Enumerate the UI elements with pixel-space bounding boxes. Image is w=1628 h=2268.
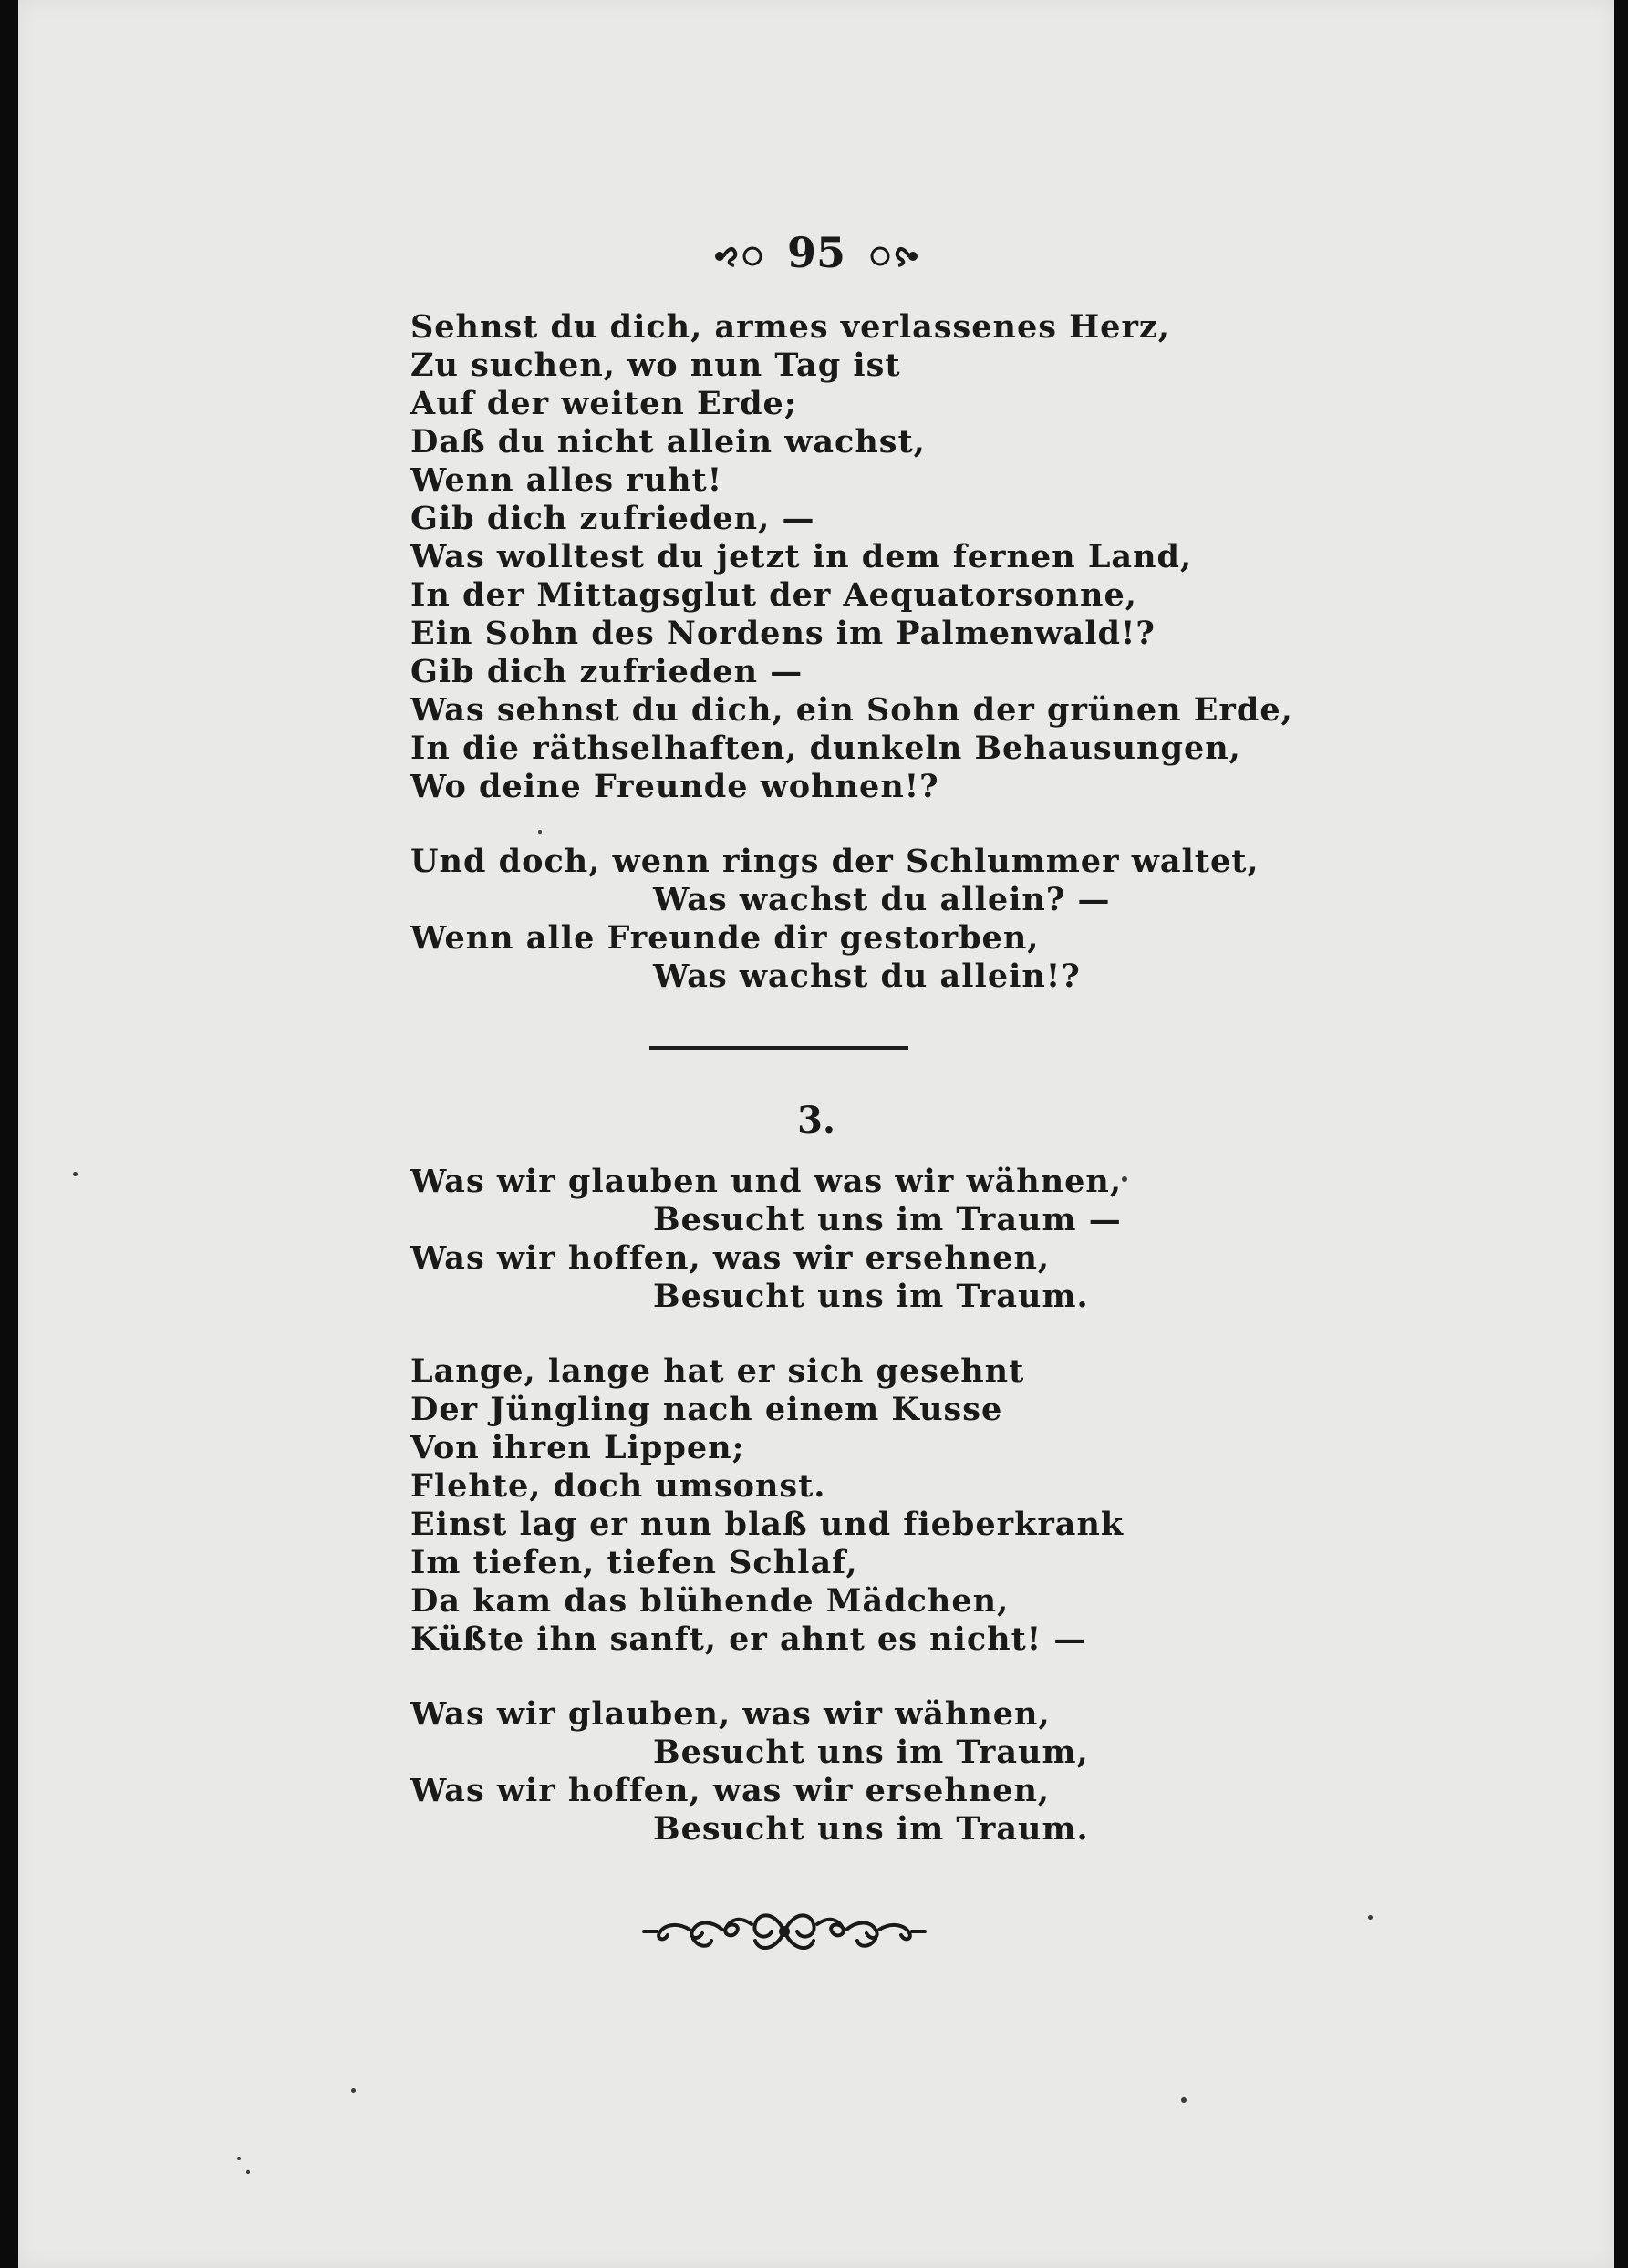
verse-line: In die räthselhaften, dunkeln Behausungen,	[410, 730, 1241, 767]
paper-speck	[351, 2088, 356, 2093]
section-divider	[649, 1046, 908, 1050]
page-edge	[1614, 0, 1628, 2268]
verse-line: Daß du nicht allein wachst,	[410, 423, 926, 461]
verse-line: Einst lag er nun blaß und fieberkrank	[410, 1506, 1125, 1543]
verse-line: In der Mittagsglut der Aequatorsonne,	[410, 576, 1137, 614]
verse-line: Zu suchen, wo nun Tag ist	[410, 347, 901, 384]
verse-line-refrain: Besucht uns im Traum.	[653, 1278, 1089, 1315]
verse-line-refrain: Besucht uns im Traum.	[653, 1810, 1089, 1848]
verse-line: Was wir hoffen, was wir ersehnen,	[410, 1772, 1051, 1809]
book-page	[18, 0, 1614, 2268]
verse-line: Und doch, wenn rings der Schlummer waltet,	[410, 843, 1260, 880]
verse-line: Wo deine Freunde wohnen!?	[410, 768, 939, 805]
ornament-flourish-icon	[867, 238, 922, 274]
page-number: 95	[786, 228, 845, 277]
verse-line: Was wir glauben und was wir wähnen,	[410, 1163, 1123, 1200]
paper-speck	[73, 1172, 78, 1176]
paper-speck	[246, 2170, 250, 2174]
paper-speck	[538, 830, 542, 834]
verse-line: Sehnst du dich, armes verlassenes Herz,	[410, 308, 1170, 346]
page-header	[18, 228, 1614, 277]
verse-line: Was wir hoffen, was wir ersehnen,	[410, 1239, 1051, 1277]
scroll-ornament-icon	[638, 1897, 930, 1966]
poem-number: 3.	[797, 1099, 835, 1142]
verse-line: Von ihren Lippen;	[410, 1429, 745, 1466]
verse-line: Ein Sohn des Nordens im Palmenwald!?	[410, 615, 1156, 652]
verse-line: Wenn alles ruht!	[410, 461, 723, 499]
poem-part2	[410, 308, 1322, 996]
verse-line-refrain: Besucht uns im Traum —	[653, 1201, 1122, 1238]
verse-line: Was wolltest du jetzt in dem fernen Land,	[410, 538, 1193, 575]
poem-3	[410, 1163, 1322, 1849]
verse-line: Im tiefen, tiefen Schlaf,	[410, 1544, 858, 1581]
verse-line: Küßte ihn sanft, er ahnt es nicht! —	[410, 1621, 1087, 1658]
paper-speck	[1368, 1915, 1373, 1920]
verse-line: Flehte, doch umsonst.	[410, 1467, 826, 1505]
verse-line-refrain: Was wachst du allein!?	[653, 958, 1081, 995]
verse-line: Wenn alle Freunde dir gestorben,	[410, 919, 1040, 957]
verse-line-refrain: Was wachst du allein? —	[653, 881, 1111, 918]
verse-line: Lange, lange hat er sich gesehnt	[410, 1352, 1025, 1390]
verse-line: Da kam das blühende Mädchen,	[410, 1582, 1010, 1620]
verse-line-refrain: Besucht uns im Traum,	[653, 1734, 1089, 1771]
verse-line: Der Jüngling nach einem Kusse	[410, 1391, 1003, 1428]
verse-line: Auf der weiten Erde;	[410, 385, 797, 422]
binding-edge	[0, 0, 18, 2268]
verse-line: Was wir glauben, was wir wähnen,	[410, 1695, 1051, 1733]
verse-line: Was sehnst du dich, ein Sohn der grünen Erde,	[410, 691, 1293, 729]
verse-line: Gib dich zufrieden —	[410, 653, 804, 690]
paper-speck	[1122, 1176, 1127, 1182]
verse-line: Gib dich zufrieden, —	[410, 500, 815, 537]
paper-speck	[1181, 2097, 1187, 2103]
paper-speck	[237, 2157, 241, 2160]
ornament-flourish-icon	[710, 238, 765, 274]
